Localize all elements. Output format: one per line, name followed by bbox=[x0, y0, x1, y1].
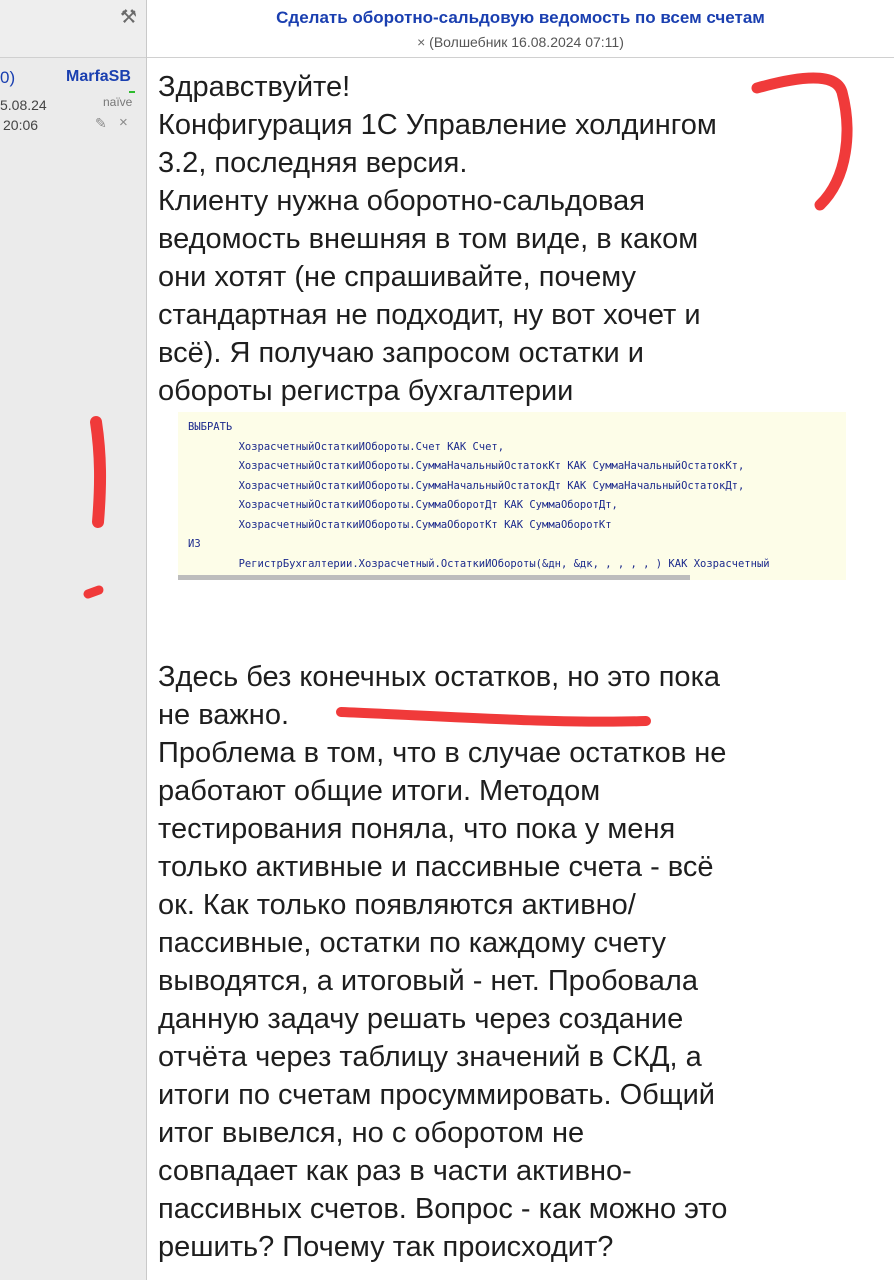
text-line: они хотят (не спрашивайте, почему bbox=[158, 261, 636, 293]
post-date: 5.08.24 bbox=[0, 97, 47, 113]
post-paragraph-2 bbox=[158, 658, 858, 1266]
text-line: итоги по счетам просуммировать. Общий bbox=[158, 1079, 716, 1111]
post-sidebar bbox=[0, 0, 147, 1280]
text-line: работают общие итоги. Методом bbox=[158, 775, 601, 807]
code-line: ВЫБРАТЬ bbox=[188, 421, 233, 433]
text-line: итог вывелся, но с оборотом не bbox=[158, 1117, 585, 1149]
code-line: ХозрасчетныйОстаткиИОбороты.Счет КАК Счет, bbox=[188, 440, 505, 453]
text-line: не важно. bbox=[158, 699, 290, 731]
text-line: отчёта через таблицу значений в СКД, а bbox=[158, 1041, 702, 1073]
post-number[interactable]: 0) bbox=[0, 68, 16, 87]
text-line: Здесь без конечных остатков, но это пока bbox=[158, 661, 721, 693]
text-line: совпадает как раз в части активно- bbox=[158, 1155, 632, 1187]
text-line: данную задачу решать через создание bbox=[158, 1003, 684, 1035]
code-line: ХозрасчетныйОстаткиИОбороты.СуммаНачальныйОстатокКт КАК СуммаНачальныйОстатокКт, bbox=[188, 460, 745, 472]
author-link[interactable]: MarfaSB bbox=[66, 68, 131, 85]
post-paragraph-1 bbox=[158, 68, 858, 410]
code-line: ХозрасчетныйОстаткиИОбороты.СуммаНачальныйОстатокДт КАК СуммаНачальныйОстатокДт, bbox=[188, 479, 745, 492]
post-time: 20:06 bbox=[3, 117, 39, 133]
text-line: 3.2, последняя версия. bbox=[158, 147, 468, 179]
code-line: ХозрасчетныйОстаткиИОбороты.СуммаОборотДт КАК СуммаОборотДт, bbox=[188, 499, 618, 511]
text-line: Здравствуйте! bbox=[158, 71, 351, 103]
text-line: ок. Как только появляются активно/ bbox=[158, 889, 636, 921]
sidebar-header bbox=[0, 0, 146, 58]
text-line: Конфигурация 1С Управление холдингом bbox=[158, 109, 717, 141]
text-line: пассивных счетов. Вопрос - как можно это bbox=[158, 1193, 728, 1225]
code-scrollbar[interactable] bbox=[178, 575, 690, 580]
text-line: Проблема в том, что в случае остатков не bbox=[158, 737, 727, 769]
code-line: ИЗ bbox=[188, 538, 201, 550]
code-block bbox=[178, 412, 846, 580]
text-line: тестирования поняла, что пока у меня bbox=[158, 813, 676, 845]
code-text bbox=[178, 412, 846, 574]
text-line: выводятся, а итоговый - нет. Пробовала bbox=[158, 965, 698, 997]
text-line: Клиенту нужна оборотно-сальдовая bbox=[158, 185, 645, 217]
online-indicator bbox=[129, 91, 135, 93]
text-line: стандартная не подходит, ну вот хочет и bbox=[158, 299, 701, 331]
topic-title-link[interactable]: Сделать оборотно-сальдовую ведомость по всем счетам bbox=[276, 8, 765, 27]
user-rank: naïve bbox=[103, 95, 133, 109]
topic-meta-text: (Волшебник 16.08.2024 07:11) bbox=[429, 34, 624, 50]
pencil-icon[interactable]: ✎ bbox=[95, 116, 107, 132]
text-line: всё). Я получаю запросом остатки и bbox=[158, 337, 644, 369]
delete-icon[interactable]: × bbox=[119, 114, 128, 131]
text-line: пассивные, остатки по каждому счету bbox=[158, 927, 667, 959]
text-line: только активные и пассивные счета - всё bbox=[158, 851, 714, 883]
text-line: обороты регистра бухгалтерии bbox=[158, 375, 574, 407]
tools-icon[interactable]: ⚒ bbox=[120, 6, 138, 28]
code-line: ХозрасчетныйОстаткиИОбороты.СуммаОборотКт КАК СуммаОборотКт bbox=[188, 518, 612, 531]
topic-header bbox=[147, 0, 894, 58]
topic-close-icon[interactable]: × bbox=[417, 34, 426, 50]
text-line: ведомость внешняя в том виде, в каком bbox=[158, 223, 699, 255]
code-line: РегистрБухгалтерии.Хозрасчетный.ОстаткиИОбороты(&дн, &дк, , , , , ) КАК Хозрасчетный bbox=[188, 557, 770, 570]
topic-meta bbox=[147, 34, 894, 50]
text-line: решить? Почему так происходит? bbox=[158, 1231, 614, 1263]
